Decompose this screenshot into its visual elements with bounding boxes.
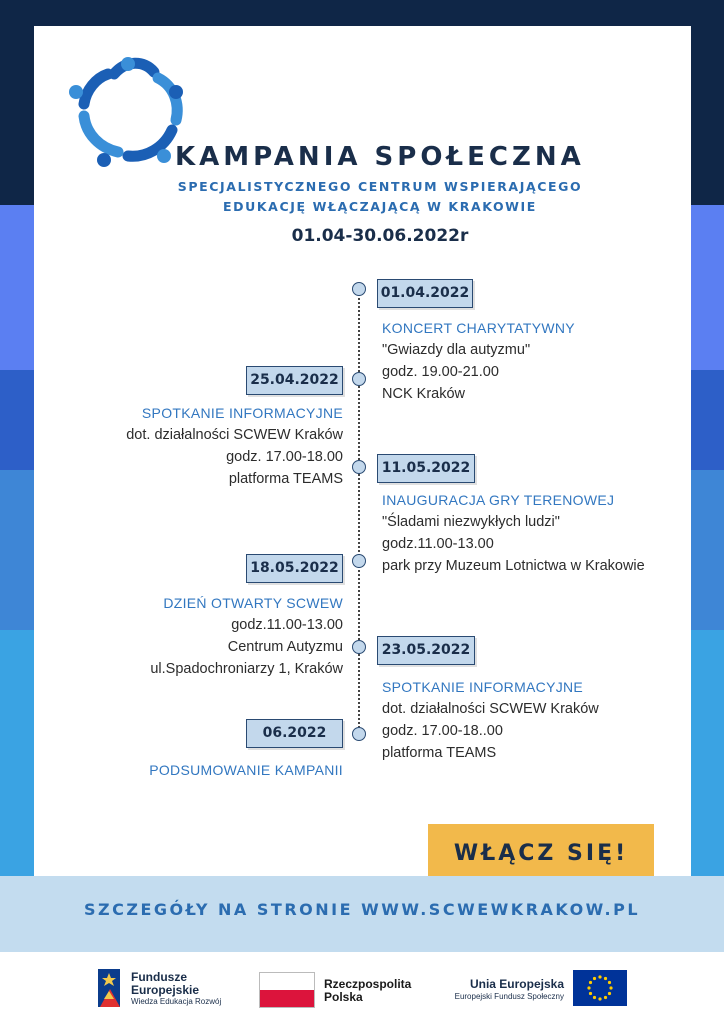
- event-detail: "Śladami niezwykłych ludzi": [382, 514, 560, 530]
- campaign-dates: 01.04-30.06.2022r: [291, 226, 469, 246]
- pl-line2: Polska: [324, 990, 363, 1004]
- event-detail: godz. 17.00-18..00: [382, 723, 503, 739]
- fe-line1: Fundusze: [131, 970, 187, 984]
- event-date: 23.05.2022: [377, 636, 475, 665]
- event-title: KONCERT CHARYTATYWNY: [382, 320, 575, 336]
- event-detail: platforma TEAMS: [382, 745, 497, 761]
- event-date: 01.04.2022: [377, 279, 473, 308]
- event-title: SPOTKANIE INFORMACYJNE: [382, 679, 584, 695]
- event-title: INAUGURACJA GRY TERENOWEJ: [382, 492, 615, 508]
- timeline-dot: [352, 727, 366, 741]
- event-date: 25.04.2022: [246, 366, 343, 395]
- fe-line2: Europejskie: [131, 983, 200, 997]
- pl-line1: Rzeczpospolita: [324, 977, 412, 991]
- event-detail: godz.11.00-13.00: [231, 617, 343, 633]
- event-detail: godz.11.00-13.00: [382, 536, 494, 552]
- timeline-dot: [352, 372, 366, 386]
- event-detail: "Gwiazdy dla autyzmu": [382, 342, 531, 358]
- website-link[interactable]: SZCZEGÓŁY NA STRONIE WWW.SCWEWKRAKOW.PL: [83, 900, 641, 919]
- event-detail: godz. 17.00-18.00: [226, 449, 343, 465]
- people-circle-logo: [66, 52, 190, 170]
- eu-flag-icon: [573, 970, 627, 1006]
- rzeczpospolita-label: [324, 978, 411, 1004]
- timeline-dot: [352, 640, 366, 654]
- event-detail: platforma TEAMS: [228, 471, 343, 487]
- event-detail: Centrum Autyzmu: [227, 639, 343, 655]
- timeline-dot: [352, 554, 366, 568]
- fe-subtitle: Wiedza Edukacja Rozwój: [131, 997, 222, 1006]
- event-date: 11.05.2022: [377, 454, 475, 483]
- event-detail: park przy Muzeum Lotnictwa w Krakowie: [382, 558, 645, 574]
- campaign-subtitle-line2: EDUKACJĘ WŁĄCZAJĄCĄ W KRAKOWIE: [223, 199, 537, 214]
- eu-title: Unia Europejska: [469, 977, 564, 991]
- event-title: DZIEŃ OTWARTY SCWEW: [163, 595, 343, 611]
- event-detail: dot. działalności SCWEW Kraków: [126, 427, 343, 443]
- event-detail: godz. 19.00-21.00: [382, 364, 499, 380]
- event-title: SPOTKANIE INFORMACYJNE: [141, 405, 343, 421]
- poland-flag-icon: [259, 972, 315, 1008]
- event-title: PODSUMOWANIE KAMPANII: [149, 762, 343, 778]
- event-date: 18.05.2022: [246, 554, 343, 583]
- fundusze-europejskie-label: [131, 971, 199, 997]
- fundusze-europejskie-icon: [96, 965, 122, 1011]
- event-detail: ul.Spadochroniarzy 1, Kraków: [150, 661, 343, 677]
- join-campaign-button[interactable]: WŁĄCZ SIĘ!: [428, 824, 654, 884]
- event-detail: NCK Kraków: [382, 386, 465, 402]
- campaign-title: KAMPANIA SPOŁECZNA: [175, 142, 585, 172]
- event-date: 06.2022: [246, 719, 343, 748]
- timeline-axis: [358, 290, 360, 736]
- eu-subtitle: Europejski Fundusz Społeczny: [454, 992, 564, 1001]
- campaign-subtitle-line1: SPECJALISTYCZNEGO CENTRUM WSPIERAJĄCEGO: [177, 179, 583, 194]
- event-detail: dot. działalności SCWEW Kraków: [382, 701, 599, 717]
- timeline-dot: [352, 282, 366, 296]
- timeline-dot: [352, 460, 366, 474]
